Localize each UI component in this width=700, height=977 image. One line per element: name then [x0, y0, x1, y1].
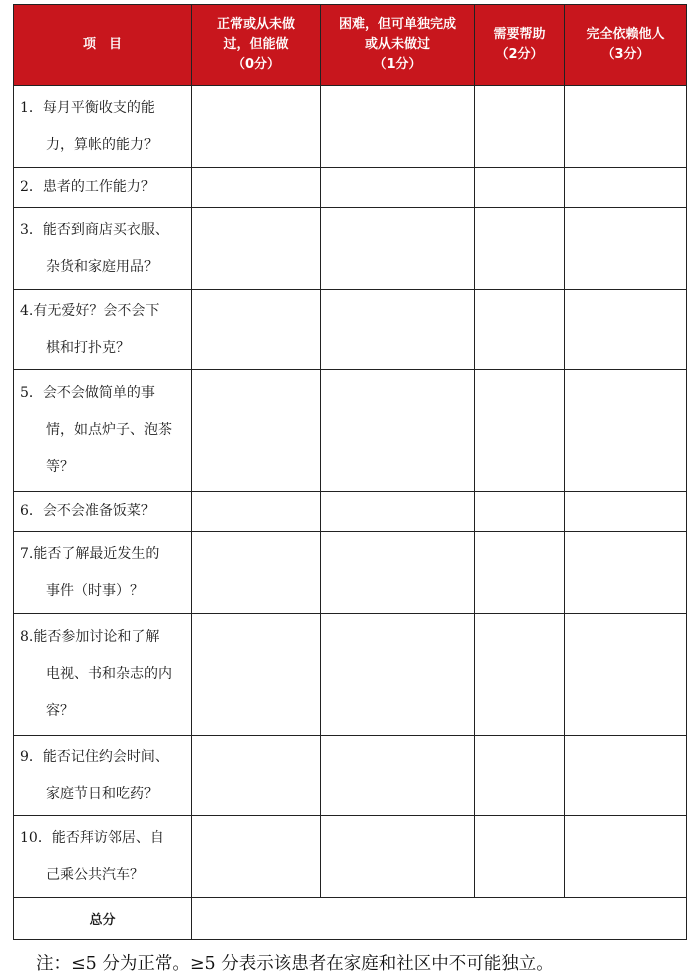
header-score-2 — [475, 5, 565, 86]
question-text: 等？ — [46, 459, 74, 475]
header-row — [14, 5, 687, 86]
score-cell-2[interactable] — [475, 816, 565, 898]
score-cell-1[interactable] — [321, 816, 475, 898]
score-cell-0[interactable] — [192, 86, 321, 168]
score-cell-3[interactable] — [565, 208, 687, 290]
score-cell-3[interactable] — [565, 532, 687, 614]
score-cell-2[interactable] — [475, 370, 565, 492]
score-cell-2[interactable] — [475, 532, 565, 614]
header-score-1-line: （1分） — [373, 57, 422, 72]
score-cell-2[interactable] — [475, 290, 565, 370]
question-text: 6．会不会准备饭菜？ — [20, 503, 155, 519]
question-text: 5．会不会做简单的事 — [20, 385, 155, 401]
table-row — [14, 614, 687, 736]
score-cell-0[interactable] — [192, 370, 321, 492]
score-cell-3[interactable] — [565, 736, 687, 816]
score-cell-1[interactable] — [321, 614, 475, 736]
score-cell-2[interactable] — [475, 736, 565, 816]
score-cell-3[interactable] — [565, 86, 687, 168]
score-cell-2[interactable] — [475, 614, 565, 736]
score-cell-1[interactable] — [321, 370, 475, 492]
header-item-label: 项 目 — [82, 37, 122, 52]
score-cell-3[interactable] — [565, 370, 687, 492]
score-cell-0[interactable] — [192, 208, 321, 290]
question-cell — [14, 532, 192, 614]
header-item — [14, 5, 192, 86]
question-text: 情，如点炉子、泡茶 — [46, 422, 172, 438]
header-score-0-line: 过，但能做 — [223, 37, 289, 52]
question-text: 8.能否参加讨论和了解 — [20, 629, 160, 645]
score-cell-0[interactable] — [192, 492, 321, 532]
score-cell-0[interactable] — [192, 816, 321, 898]
total-label: 总分 — [14, 898, 192, 940]
question-cell — [14, 290, 192, 370]
score-cell-2[interactable] — [475, 168, 565, 208]
score-cell-0[interactable] — [192, 290, 321, 370]
footnote: 注：≤5 分为正常。≥5 分表示该患者在家庭和社区中不可能独立。 — [36, 954, 554, 974]
question-text: 电视、书和杂志的内 — [46, 666, 172, 682]
question-cell — [14, 208, 192, 290]
table-row — [14, 492, 687, 532]
total-score-cell[interactable] — [192, 898, 687, 940]
score-cell-3[interactable] — [565, 816, 687, 898]
score-cell-3[interactable] — [565, 290, 687, 370]
question-cell — [14, 370, 192, 492]
table-row — [14, 290, 687, 370]
score-cell-1[interactable] — [321, 532, 475, 614]
header-score-1 — [321, 5, 475, 86]
header-score-0 — [192, 5, 321, 86]
score-cell-1[interactable] — [321, 168, 475, 208]
score-cell-3[interactable] — [565, 168, 687, 208]
question-text: 9．能否记住约会时间、 — [20, 748, 169, 765]
question-text: 事件（时事）？ — [46, 582, 144, 599]
table-row — [14, 86, 687, 168]
score-cell-1[interactable] — [321, 492, 475, 532]
header-score-1-line: 或从未做过 — [364, 37, 430, 52]
question-cell — [14, 736, 192, 816]
question-cell — [14, 614, 192, 736]
score-cell-1[interactable] — [321, 736, 475, 816]
score-cell-3[interactable] — [565, 492, 687, 532]
table-row — [14, 168, 687, 208]
question-cell — [14, 168, 192, 208]
header-score-0-line: （0分） — [231, 57, 281, 72]
question-text: 杂货和家庭用品？ — [46, 258, 158, 275]
question-text: 10．能否拜访邻居、自 — [20, 829, 164, 846]
score-cell-1[interactable] — [321, 86, 475, 168]
header-score-2-line: 需要帮助 — [493, 27, 546, 42]
score-cell-0[interactable] — [192, 736, 321, 816]
score-cell-2[interactable] — [475, 492, 565, 532]
question-text: 7.能否了解最近发生的 — [20, 545, 160, 562]
total-row — [14, 898, 687, 940]
header-score-0-line: 正常或从未做 — [216, 17, 295, 32]
header-score-3-line: 完全依赖他人 — [586, 27, 665, 42]
score-cell-1[interactable] — [321, 290, 475, 370]
score-cell-0[interactable] — [192, 614, 321, 736]
table-row — [14, 208, 687, 290]
score-cell-2[interactable] — [475, 208, 565, 290]
header-score-1-line: 困难，但可单独完成 — [338, 17, 456, 32]
question-text: 容？ — [46, 703, 74, 719]
question-cell — [14, 86, 192, 168]
assessment-table — [13, 4, 687, 940]
question-text: 2．患者的工作能力？ — [20, 179, 155, 195]
score-cell-3[interactable] — [565, 614, 687, 736]
question-text: 力，算帐的能力？ — [46, 136, 158, 153]
table-row — [14, 532, 687, 614]
question-cell — [14, 492, 192, 532]
score-cell-0[interactable] — [192, 168, 321, 208]
header-score-3-line: （3分） — [601, 47, 650, 62]
score-cell-1[interactable] — [321, 208, 475, 290]
table-row — [14, 816, 687, 898]
header-score-2-line: （2分） — [495, 47, 544, 62]
question-text: 4.有无爱好？会不会下 — [20, 302, 160, 319]
header-score-3 — [565, 5, 687, 86]
table-row — [14, 370, 687, 492]
score-cell-0[interactable] — [192, 532, 321, 614]
question-text: 棋和打扑克？ — [46, 339, 130, 356]
question-text: 3．能否到商店买衣服、 — [20, 221, 169, 238]
table-row — [14, 736, 687, 816]
question-text: 己乘公共汽车？ — [46, 866, 144, 883]
score-cell-2[interactable] — [475, 86, 565, 168]
question-text: 1．每月平衡收支的能 — [20, 99, 155, 116]
question-text: 家庭节日和吃药？ — [46, 785, 158, 802]
question-cell — [14, 816, 192, 898]
